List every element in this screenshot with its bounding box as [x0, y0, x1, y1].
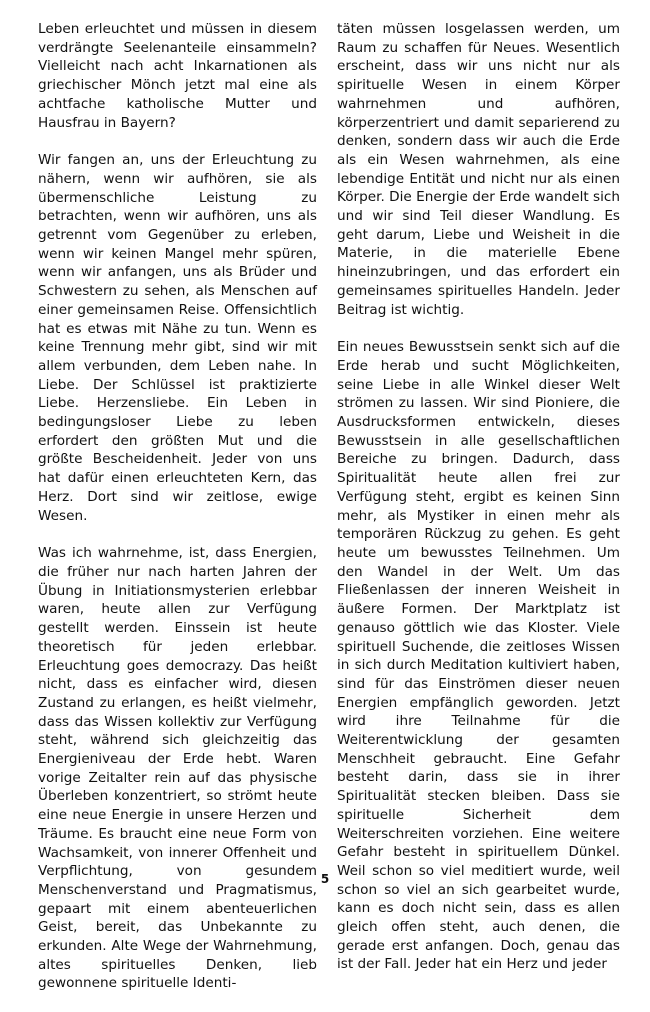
- paragraph: Leben erleuchtet und müssen in diesem verdrängte Seelenanteile einsammeln? Vielleicht nach acht Inkarnationen als griechischer Mönch jetzt mal eine als achtfache katholische Mutter und Hausfrau in Bayern?: [38, 21, 317, 131]
- left-column: [38, 20, 317, 1012]
- right-column: [337, 20, 620, 993]
- paragraph: täten müssen losgelassen werden, um Raum zu schaffen für Neues. Wesentlich erscheint, dass wir uns nicht nur als spirituelle Wesen in einem Körper wahrnehmen und aufhören, körperzentriert und damit separierend zu denken, sondern dass wir auch die Erde als ein Wesen wahrnehmen, als eine lebendige Entität und nicht nur als einen Körper. Die Energie der Erde wandelt sich und wir sind Teil dieser Wandlung. Es geht darum, Liebe und Weisheit in die Materie, in die materielle Ebene hineinzubringen, und das erfordert ein gemeinsames spirituelles Handeln. Jeder Beitrag ist wichtig.: [337, 21, 620, 318]
- paragraph: Was ich wahrnehme, ist, dass Energien, die früher nur nach harten Jahren der Übung in Initiationsmysterien erlebbar waren, heute allen zur Verfügung gestellt werden. Einssein ist heute theoretisch für jeden erlebbar. Erleuchtung goes democrazy. Das heißt nicht, dass es einfacher wird, diesen Zustand zu erlangen, es heißt vielmehr, dass das Wissen kollektiv zur Verfügung steht, während sich gleichzeitig das Energieniveau der Erde hebt. Waren vorige Zeitalter rein auf das physische Überleben konzentriert, so strömt heute eine neue Energie in unsere Herzen und Träume. Es braucht eine neue Form von Wachsamkeit, von innerer Offenheit und Verpflichtung, von gesundem Menschenverstand und Pragmatismus, gepaart mit einem abenteuerlichen Geist, bereit, das Unbekannte zu erkunden. Alte Wege der Wahrnehmung, altes spirituelles Denken, lieb gewonnene spirituelle Identi-: [38, 545, 317, 992]
- page-number: 5: [320, 872, 330, 886]
- paragraph: Ein neues Bewusstsein senkt sich auf die Erde herab und sucht Möglichkeiten, seine Liebe in alle Winkel dieser Welt strömen zu lassen. Wir sind Pioniere, die Ausdrucksformen entwickeln, dieses Bewusstsein in alle gesellschaftlichen Bereiche zu bringen. Dadurch, dass Spiritualität heute allen frei zur Verfügung steht, ergibt es keinen Sinn mehr, als Mystiker in einen mehr als temporären Rückzug zu gehen. Es geht heute um bewusstes Teilnehmen. Um den Wandel in der Welt. Um das Fließenlassen der inneren Weisheit in äußere Formen. Der Marktplatz ist genauso göttlich wie das Kloster. Viele spirituell Suchende, die zeitloses Wissen in sich durch Meditation kultiviert haben, sind für das Einströmen dieser neuen Energien empfänglich geworden. Jetzt wird ihre Teilnahme für die Weiterentwicklung der gesamten Menschheit gebraucht. Eine Gefahr besteht darin, dass sie in ihrer Spiritualität stecken bleiben. Dass sie spirituelle Sicherheit dem Weiterschreiten vorziehen. Eine weitere Gefahr besteht in spirituellem Dünkel. Weil schon so viel meditiert wurde, weil schon so viel an sich gearbeitet wurde, kann es doch nicht sein, dass es allen gleich offen steht, auch denen, die gerade erst anfangen. Doch, genau das ist der Fall. Jeder hat ein Herz und jeder: [337, 339, 620, 973]
- paragraph: Wir fangen an, uns der Erleuchtung zu nähern, wenn wir aufhören, sie als übermenschliche Leistung zu betrachten, wenn wir aufhören, uns als getrennt vom Gegenüber zu erleben, wenn wir keinen Mangel mehr spüren, wenn wir anfangen, uns als Brüder und Schwestern zu sehen, als Menschen auf einer gemeinsamen Reise. Offensichtlich hat es etwas mit Nähe zu tun. Wenn es keine Trennung mehr gibt, sind wir mit allem verbunden, dem Leben nahe. In Liebe. Der Schlüssel ist praktizierte Liebe. Herzensliebe. Ein Leben in bedingungsloser Liebe zu leben erfordert den größten Mut und die größte Bescheidenheit. Jeder von uns hat dafür einen erleuchteten Kern, das Herz. Dort sind wir zeitlose, ewige Wesen.: [38, 152, 317, 524]
